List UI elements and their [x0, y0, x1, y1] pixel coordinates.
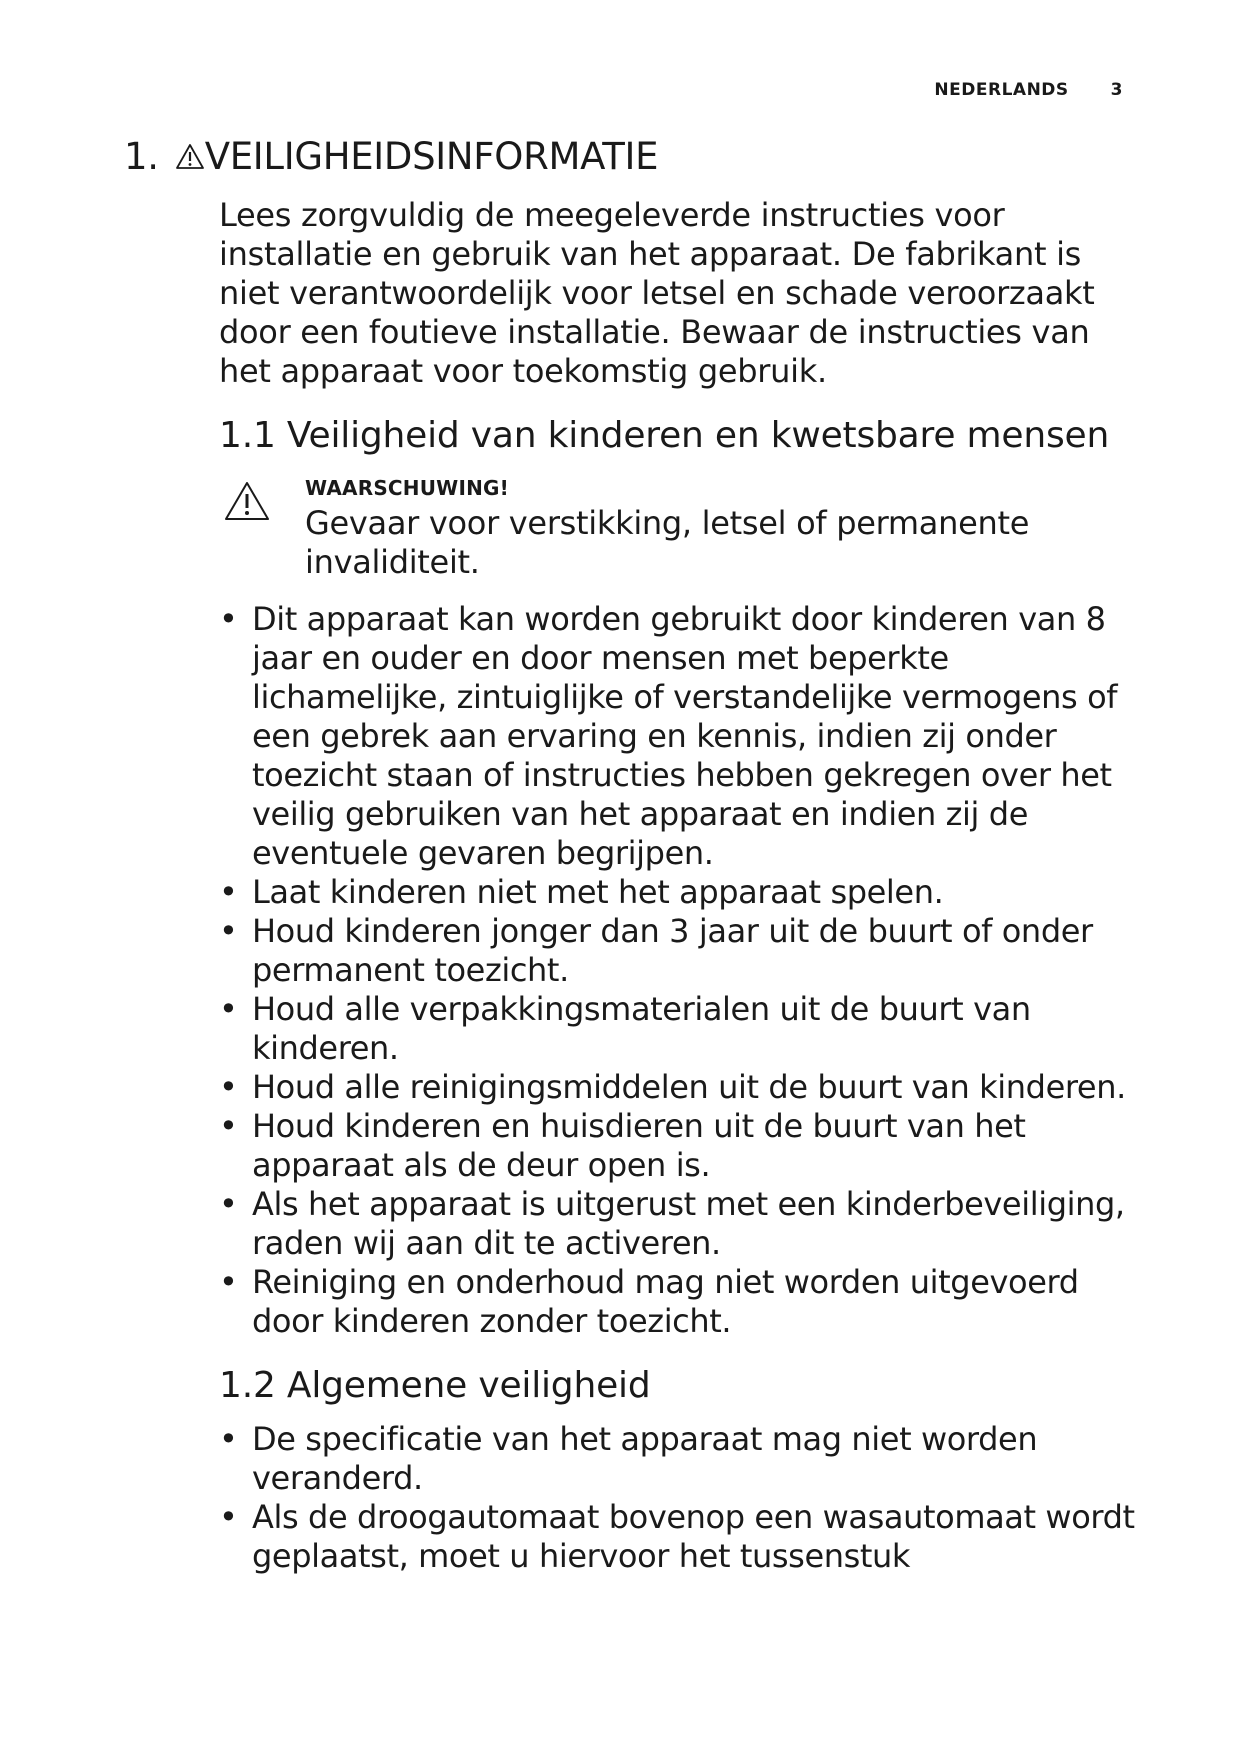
warning-label: WAARSCHUWING! [305, 476, 509, 500]
page-number: 3 [1110, 80, 1123, 100]
warning-triangle-icon [223, 480, 271, 522]
list-item: • De specificatie van het apparaat mag niet worden veranderd. [219, 1420, 1038, 1497]
list-item: • Als het apparaat is uitgerust met een kinderbeveiliging, raden wij aan dit te activeren. [219, 1185, 1125, 1262]
list-item: • Houd alle verpakkingsmaterialen uit de buurt van kinderen. [219, 990, 1031, 1067]
children-safety-list [219, 600, 1139, 1341]
list-item: • Houd kinderen jonger dan 3 jaar uit de buurt of onder permanent toezicht. [219, 912, 1093, 989]
section-title [124, 135, 658, 178]
header-language: NEDERLANDS [934, 80, 1069, 100]
section-title-text: VEILIGHEIDSINFORMATIE [204, 135, 659, 178]
list-item: • Laat kinderen niet met het apparaat spelen. [219, 873, 944, 911]
general-safety-list [219, 1420, 1139, 1576]
list-item: • Houd alle reinigingsmiddelen uit de buurt van kinderen. [219, 1068, 1126, 1106]
content-column [219, 196, 1139, 1576]
running-header [934, 80, 1123, 100]
list-item: • Dit apparaat kan worden gebruikt door kinderen van 8 jaar en ouder en door mensen met beperkte lichamelijke, zintuiglijke of verstandelijke vermogens of een gebrek aan ervaring en kennis, indien zij onder toezicht staan of instructies hebben gekregen over het veilig gebruiken van het apparaat en indien zij de eventuele gevaren begrijpen. [219, 600, 1118, 872]
list-item: • Als de droogautomaat bovenop een wasautomaat wordt geplaatst, moet u hiervoor het tussenstuk [219, 1498, 1135, 1575]
warning-triangle-icon [175, 143, 205, 171]
intro-paragraph: Lees zorgvuldig de meegeleverde instructies voor installatie en gebruik van het apparaat. De fabrikant is niet verantwoordelijk voor letsel en schade veroorzaakt door een foutieve installatie. Bewaar de instructies van het apparaat voor toekomstig gebruik. [219, 196, 1095, 390]
section-number: 1. [124, 135, 159, 178]
subsection-title-general: 1.2 Algemene veiligheid [219, 1365, 651, 1406]
list-item: • Houd kinderen en huisdieren uit de buurt van het apparaat als de deur open is. [219, 1107, 1026, 1184]
list-item: • Reiniging en onderhoud mag niet worden uitgevoerd door kinderen zonder toezicht. [219, 1263, 1079, 1340]
warning-box [219, 476, 1139, 582]
subsection-title-children: 1.1 Veiligheid van kinderen en kwetsbare mensen [219, 415, 1110, 456]
warning-text: Gevaar voor verstikking, letsel of permanente invaliditeit. [305, 504, 1030, 581]
